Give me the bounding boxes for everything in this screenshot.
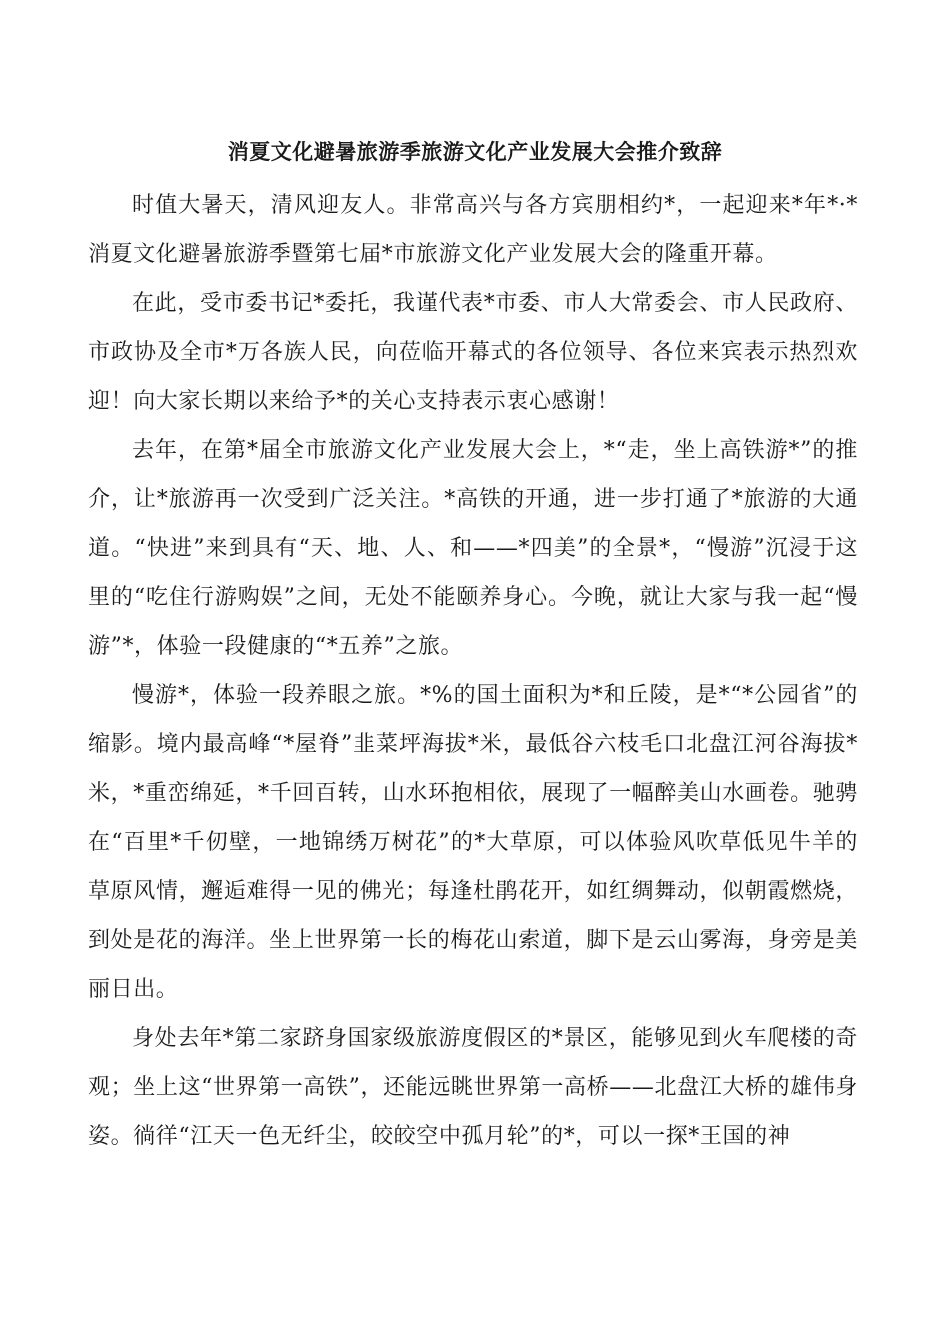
paragraph: 慢游*，体验一段养眼之旅。*%的国土面积为*和丘陵，是*“*公园省”的缩影。境内最高峰“*屋脊”韭菜坪海拔*米，最低谷六枝毛口北盘江河谷海拔*米，*重峦绵延，*千回百转，山水环抱相依，展现了一幅醉美山水画卷。驰骋在“百里*千仞壁，一地锦绣万树花”的*大草原，可以体验风吹草低见牛羊的草原风情，邂逅难得一见的佛光；每逢杜鹃花开，如红绸舞动，似朝霞燃烧，到处是花的海洋。坐上世界第一长的梅花山索道，脚下是云山雾海，身旁是美丽日出。 <box>88 683 858 1002</box>
paragraph: 在此，受市委书记*委托，我谨代表*市委、市人大常委会、市人民政府、市政协及全市*万各族人民，向莅临开幕式的各位领导、各位来宾表示热烈欢迎！向大家长期以来给予*的关心支持表示衷心感谢！ <box>88 291 858 414</box>
document-body <box>88 181 858 1161</box>
paragraph: 时值大暑天，清风迎友人。非常高兴与各方宾朋相约*，一起迎来*年*·*消夏文化避暑旅游季暨第七届*市旅游文化产业发展大会的隆重开幕。 <box>88 193 858 267</box>
paragraph: 去年，在第*届全市旅游文化产业发展大会上，*“走，坐上高铁游*”的推介，让*旅游再一次受到广泛关注。*高铁的开通，进一步打通了*旅游的大通道。“快进”来到具有“天、地、人、和——*四美”的全景*，“慢游”沉浸于这里的“吃住行游购娱”之间，无处不能颐养身心。今晚，就让大家与我一起“慢游”*，体验一段健康的“*五养”之旅。 <box>88 438 858 659</box>
paragraph: 身处去年*第二家跻身国家级旅游度假区的*景区，能够见到火车爬楼的奇观；坐上这“世界第一高铁”，还能远眺世界第一高桥——北盘江大桥的雄伟身姿。徜徉“江天一色无纤尘，皎皎空中孤月轮”的*，可以一探*王国的神 <box>88 1026 858 1149</box>
document-title: 消夏文化避暑旅游季旅游文化产业发展大会推介致辞 <box>227 139 723 164</box>
